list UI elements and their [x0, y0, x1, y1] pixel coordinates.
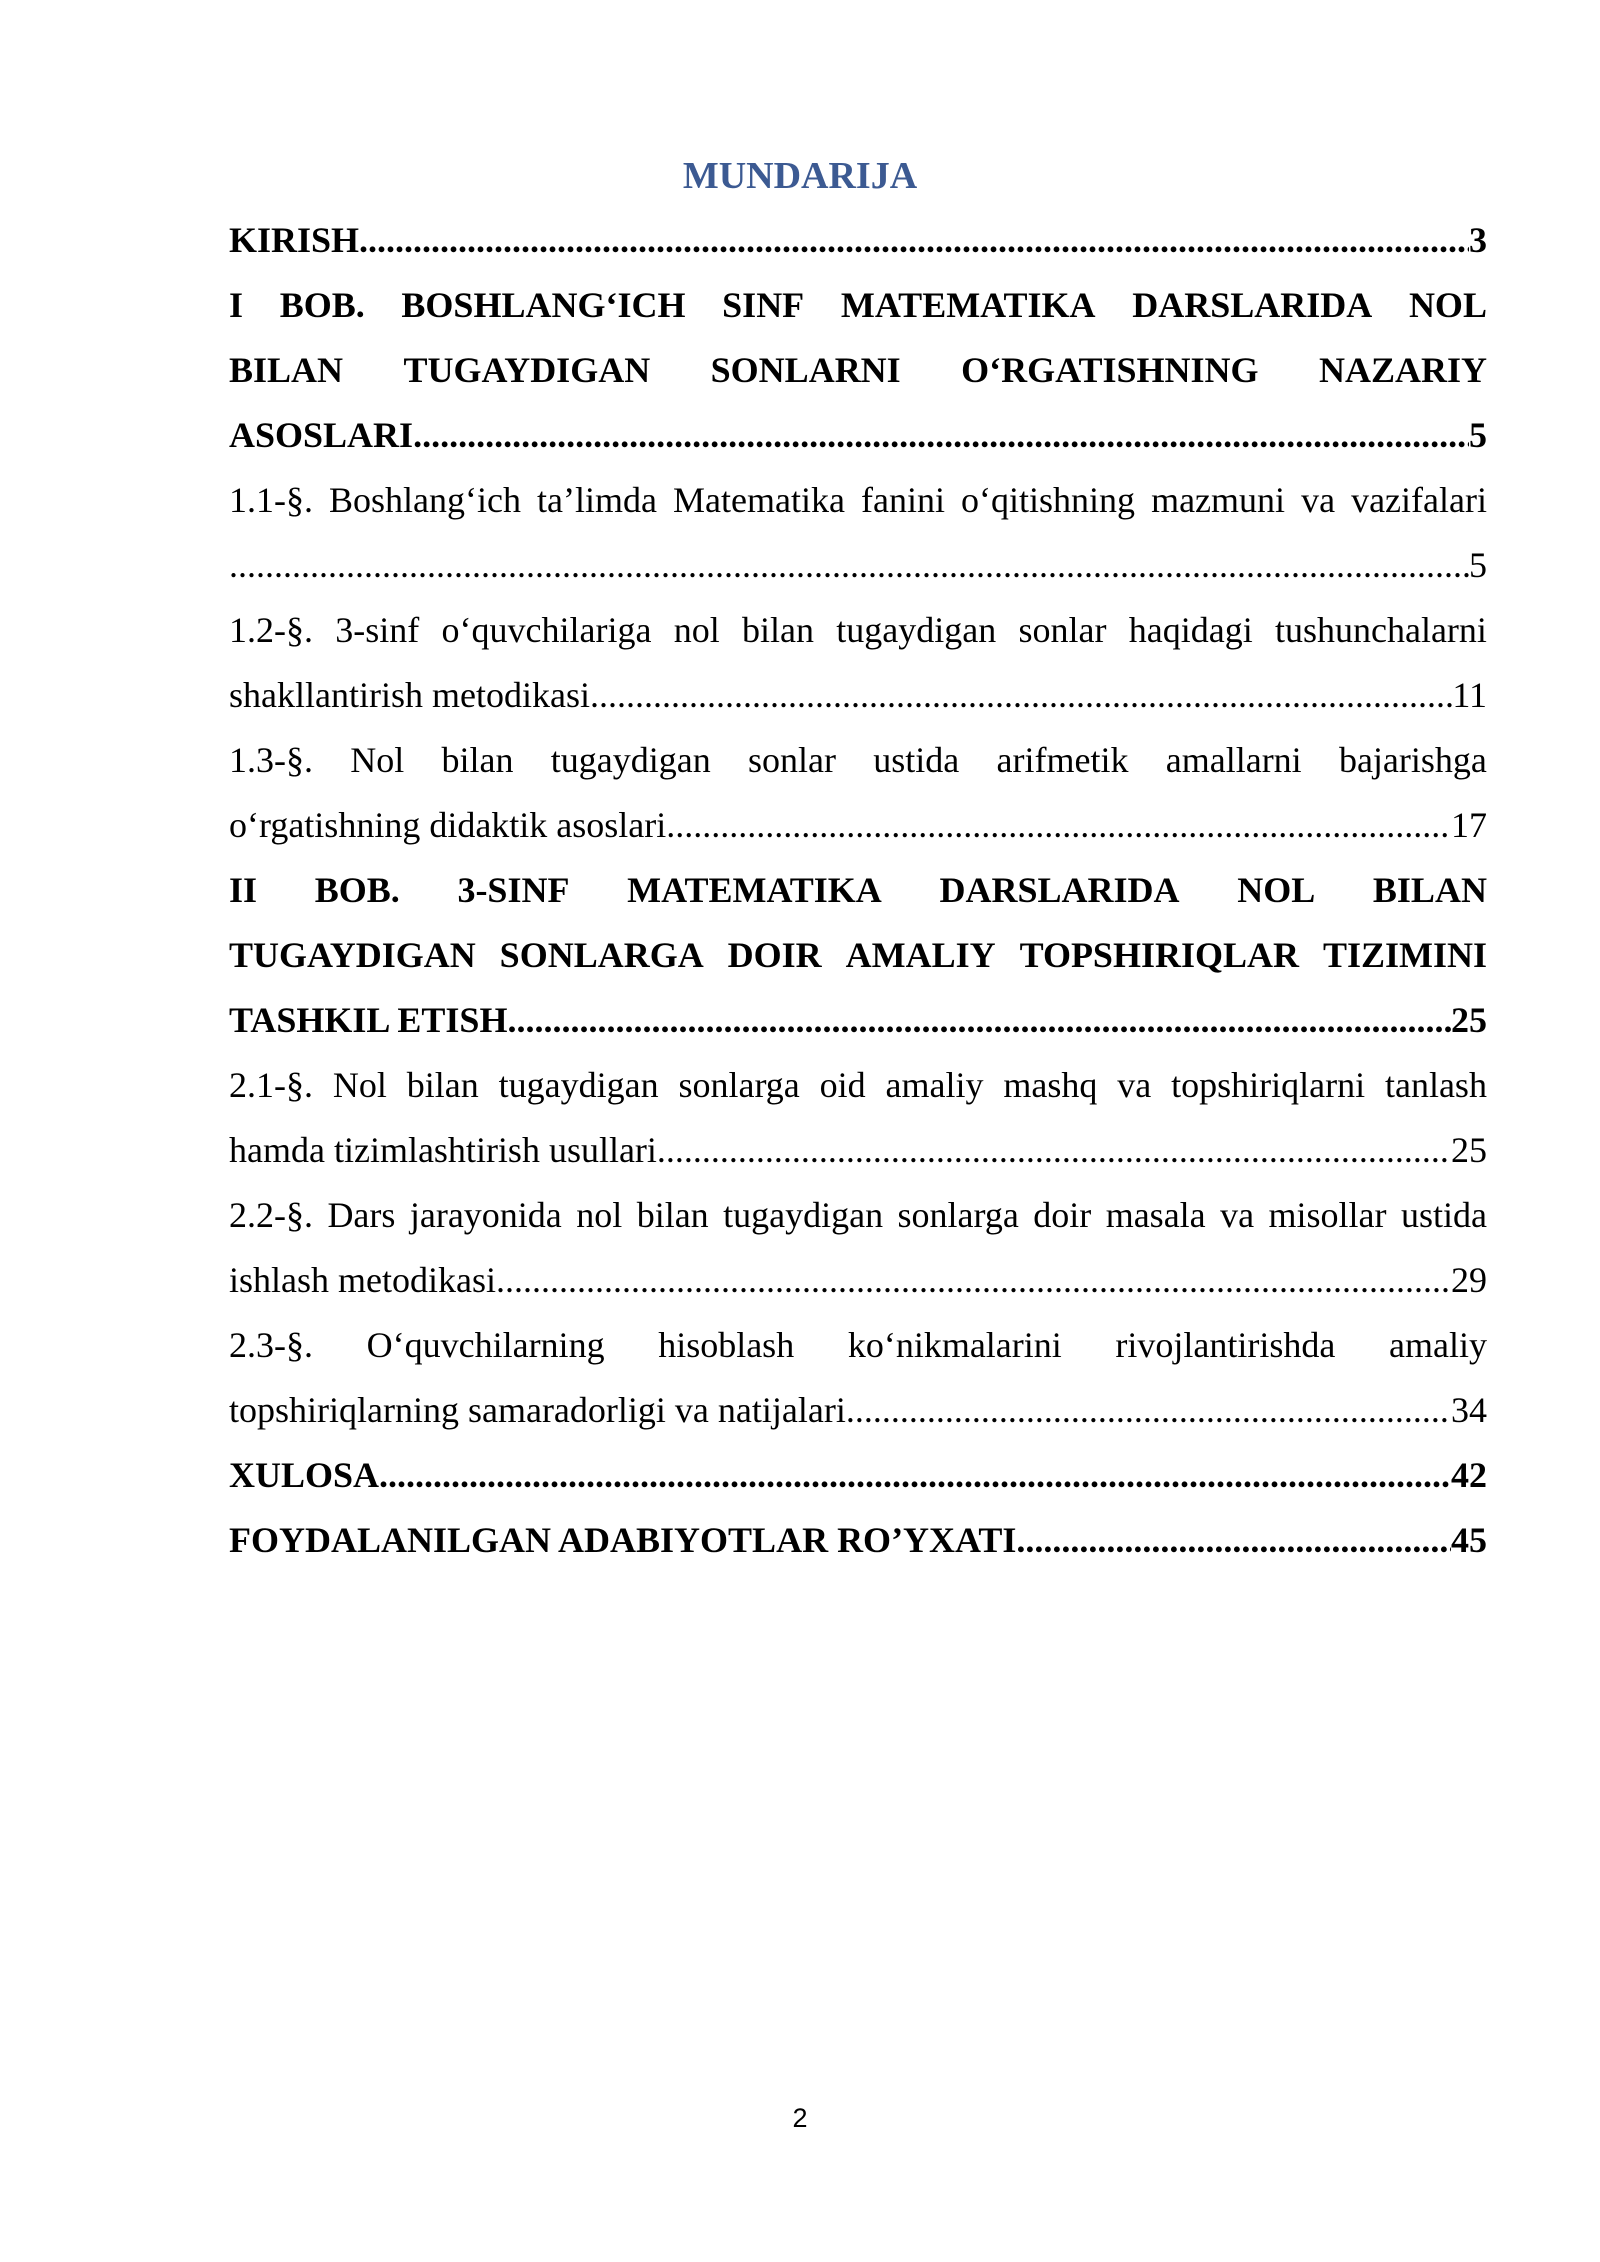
toc-page-number: 3	[1469, 220, 1487, 260]
page-number: 2	[792, 2103, 808, 2133]
toc-entry-text: o‘rgatishning didaktik asoslari	[229, 805, 667, 845]
toc-word: Dars	[327, 1195, 396, 1235]
toc-word: TOPSHIRIQLAR	[1019, 935, 1299, 975]
toc-word: 3-SINF	[457, 870, 570, 910]
toc-entry-1-1-line1[interactable]	[229, 468, 1487, 533]
toc-word: amaliy	[885, 1065, 984, 1105]
toc-entry-bob1-line1[interactable]	[229, 273, 1487, 338]
toc-word: tushunchalarni	[1274, 610, 1487, 650]
toc-word: I	[229, 285, 244, 325]
toc-word: SONLARGA	[499, 935, 704, 975]
toc-word: 2.3-§.	[229, 1325, 313, 1365]
toc-entry-1-2-line2[interactable]	[229, 663, 1487, 728]
dot-leader	[496, 1248, 1451, 1313]
toc-word: sonlarga	[897, 1195, 1019, 1235]
toc-entry-2-3-line1[interactable]	[229, 1313, 1487, 1378]
toc-entry-2-2-line1[interactable]	[229, 1183, 1487, 1248]
toc-word: ustida	[873, 740, 960, 780]
toc-word: o‘quvchilariga	[441, 610, 652, 650]
toc-word: O‘quvchilarning	[366, 1325, 605, 1365]
toc-word: BILAN	[1372, 870, 1487, 910]
toc-word: DOIR	[727, 935, 822, 975]
toc-page-number: 34	[1451, 1390, 1487, 1430]
toc-entry-text: XULOSA	[229, 1455, 380, 1495]
toc-word: NAZARIY	[1318, 350, 1487, 390]
toc-word: va	[1117, 1065, 1152, 1105]
toc-word: nol	[673, 610, 720, 650]
toc-word: NOL	[1237, 870, 1316, 910]
toc-page-number: 42	[1451, 1455, 1487, 1495]
toc-entry-2-2-line2[interactable]	[229, 1248, 1487, 1313]
toc-word: vazifalari	[1351, 480, 1487, 520]
toc-word: ta’limda	[537, 480, 657, 520]
toc-word: BOB.	[314, 870, 400, 910]
toc-word: MATEMATIKA	[627, 870, 882, 910]
toc-page-number: 5	[1469, 545, 1487, 585]
toc-entry-bob2-line3[interactable]	[229, 988, 1487, 1053]
toc-word: TUGAYDIGAN	[229, 935, 476, 975]
toc-word: doir	[1033, 1195, 1092, 1235]
toc-word: tugaydigan	[723, 1195, 884, 1235]
toc-page-number: 25	[1451, 1130, 1487, 1170]
toc-word: amaliy	[1389, 1325, 1487, 1365]
dot-leader	[590, 663, 1452, 728]
dot-leader	[666, 793, 1451, 858]
toc-entry-1-3-line1[interactable]	[229, 728, 1487, 793]
toc-word: nol	[576, 1195, 623, 1235]
toc-entry-bob2-line1[interactable]	[229, 858, 1487, 923]
toc-entry-text: ASOSLARI	[229, 415, 414, 455]
toc-page-number: 29	[1451, 1260, 1487, 1300]
toc-entry-text: ishlash metodikasi	[229, 1260, 496, 1300]
toc-word: O‘RGATISHNING	[961, 350, 1259, 390]
toc-word: sonlarga	[678, 1065, 800, 1105]
toc-entry-kirish[interactable]	[229, 208, 1487, 273]
toc-entry-2-1-line1[interactable]	[229, 1053, 1487, 1118]
toc-title: MUNDARIJA	[682, 155, 918, 197]
toc-entry-adabiyotlar[interactable]	[229, 1508, 1487, 1573]
toc-word: arifmetik	[996, 740, 1129, 780]
toc-word: mazmuni	[1151, 480, 1286, 520]
toc-entry-2-3-line2[interactable]	[229, 1378, 1487, 1443]
toc-word: bajarishga	[1338, 740, 1487, 780]
toc-word: TIZIMINI	[1322, 935, 1487, 975]
toc-word: 1.2-§.	[229, 610, 313, 650]
toc-word: bilan	[406, 1065, 479, 1105]
toc-entry-xulosa[interactable]	[229, 1443, 1487, 1508]
dot-leader	[1016, 1508, 1451, 1573]
dot-leader	[413, 403, 1469, 468]
toc-word: bilan	[742, 610, 814, 650]
toc-entry-2-1-line2[interactable]	[229, 1118, 1487, 1183]
toc-word: 2.1-§.	[229, 1065, 313, 1105]
toc-word: va	[1220, 1195, 1255, 1235]
toc-entry-text: KIRISH	[229, 220, 360, 260]
toc-word: Boshlang‘ich	[329, 480, 522, 520]
toc-word: Matematika	[673, 480, 845, 520]
dot-leader	[657, 1118, 1451, 1183]
dot-leader	[379, 1443, 1451, 1508]
toc-word: 2.2-§.	[229, 1195, 313, 1235]
toc-word: Nol	[350, 740, 405, 780]
toc-word: DARSLARIDA	[1132, 285, 1373, 325]
toc-word: sonlar	[748, 740, 836, 780]
toc-word: DARSLARIDA	[939, 870, 1180, 910]
toc-word: BILAN	[229, 350, 344, 390]
toc-word: II	[229, 870, 258, 910]
toc-word: 1.3-§.	[229, 740, 313, 780]
toc-word: MATEMATIKA	[840, 285, 1096, 325]
toc-word: SINF	[722, 285, 805, 325]
toc-word: tugaydigan	[836, 610, 997, 650]
toc-word: 3-sinf	[335, 610, 420, 650]
toc-page-number: 25	[1451, 1000, 1487, 1040]
toc-entry-text: hamda tizimlashtirish usullari	[229, 1130, 657, 1170]
toc-word: bilan	[441, 740, 514, 780]
toc-page-number: 17	[1451, 805, 1487, 845]
toc-entry-1-1-line2[interactable]	[229, 533, 1487, 598]
toc-word: hisoblash	[658, 1325, 795, 1365]
dot-leader	[359, 208, 1469, 273]
toc-word: tugaydigan	[550, 740, 711, 780]
toc-word: AMALIY	[845, 935, 996, 975]
toc-word: ko‘nikmalarini	[847, 1325, 1062, 1365]
toc-entry-text: FOYDALANILGAN ADABIYOTLAR RO’YXATI	[229, 1520, 1017, 1560]
dot-leader	[229, 533, 1469, 598]
toc-word: topshiriqlarni	[1171, 1065, 1366, 1105]
toc-word: mashq	[1003, 1065, 1098, 1105]
toc-word: BOSHLANG‘ICH	[401, 285, 686, 325]
toc-entry-text: topshiriqlarning samaradorligi va natijalari	[229, 1390, 846, 1430]
toc-word: Nol	[332, 1065, 387, 1105]
toc-word: ustida	[1400, 1195, 1487, 1235]
dot-leader	[507, 988, 1451, 1053]
toc-entry-1-3-line2[interactable]	[229, 793, 1487, 858]
toc-word: TUGAYDIGAN	[403, 350, 651, 390]
toc-word: tanlash	[1384, 1065, 1487, 1105]
toc-entry-text: TASHKIL ETISH	[229, 1000, 508, 1040]
toc-word: fanini	[861, 480, 945, 520]
toc-word: sonlar	[1018, 610, 1107, 650]
toc-page-number: 5	[1469, 415, 1487, 455]
table-of-contents	[229, 208, 1487, 1573]
toc-word: NOL	[1408, 285, 1487, 325]
toc-word: haqidagi	[1128, 610, 1253, 650]
toc-word: misollar	[1268, 1195, 1387, 1235]
toc-word: amallarni	[1165, 740, 1302, 780]
toc-word: va	[1301, 480, 1336, 520]
toc-entry-bob2-line2[interactable]	[229, 923, 1487, 988]
toc-word: oid	[819, 1065, 866, 1105]
toc-word: masala	[1105, 1195, 1206, 1235]
toc-entry-bob1-line2[interactable]	[229, 338, 1487, 403]
toc-word: o‘qitishning	[961, 480, 1136, 520]
toc-word: 1.1-§.	[229, 480, 313, 520]
toc-page-number: 45	[1451, 1520, 1487, 1560]
toc-word: SONLARNI	[710, 350, 901, 390]
toc-word: rivojlantirishda	[1115, 1325, 1336, 1365]
toc-word: BOB.	[279, 285, 365, 325]
toc-page-number: 11	[1452, 675, 1487, 715]
toc-entry-text: shakllantirish metodikasi	[229, 675, 590, 715]
toc-entry-bob1-line3[interactable]	[229, 403, 1487, 468]
toc-word: tugaydigan	[498, 1065, 659, 1105]
toc-word: jarayonida	[409, 1195, 562, 1235]
toc-word: bilan	[636, 1195, 709, 1235]
toc-entry-1-2-line1[interactable]	[229, 598, 1487, 663]
dot-leader	[846, 1378, 1451, 1443]
